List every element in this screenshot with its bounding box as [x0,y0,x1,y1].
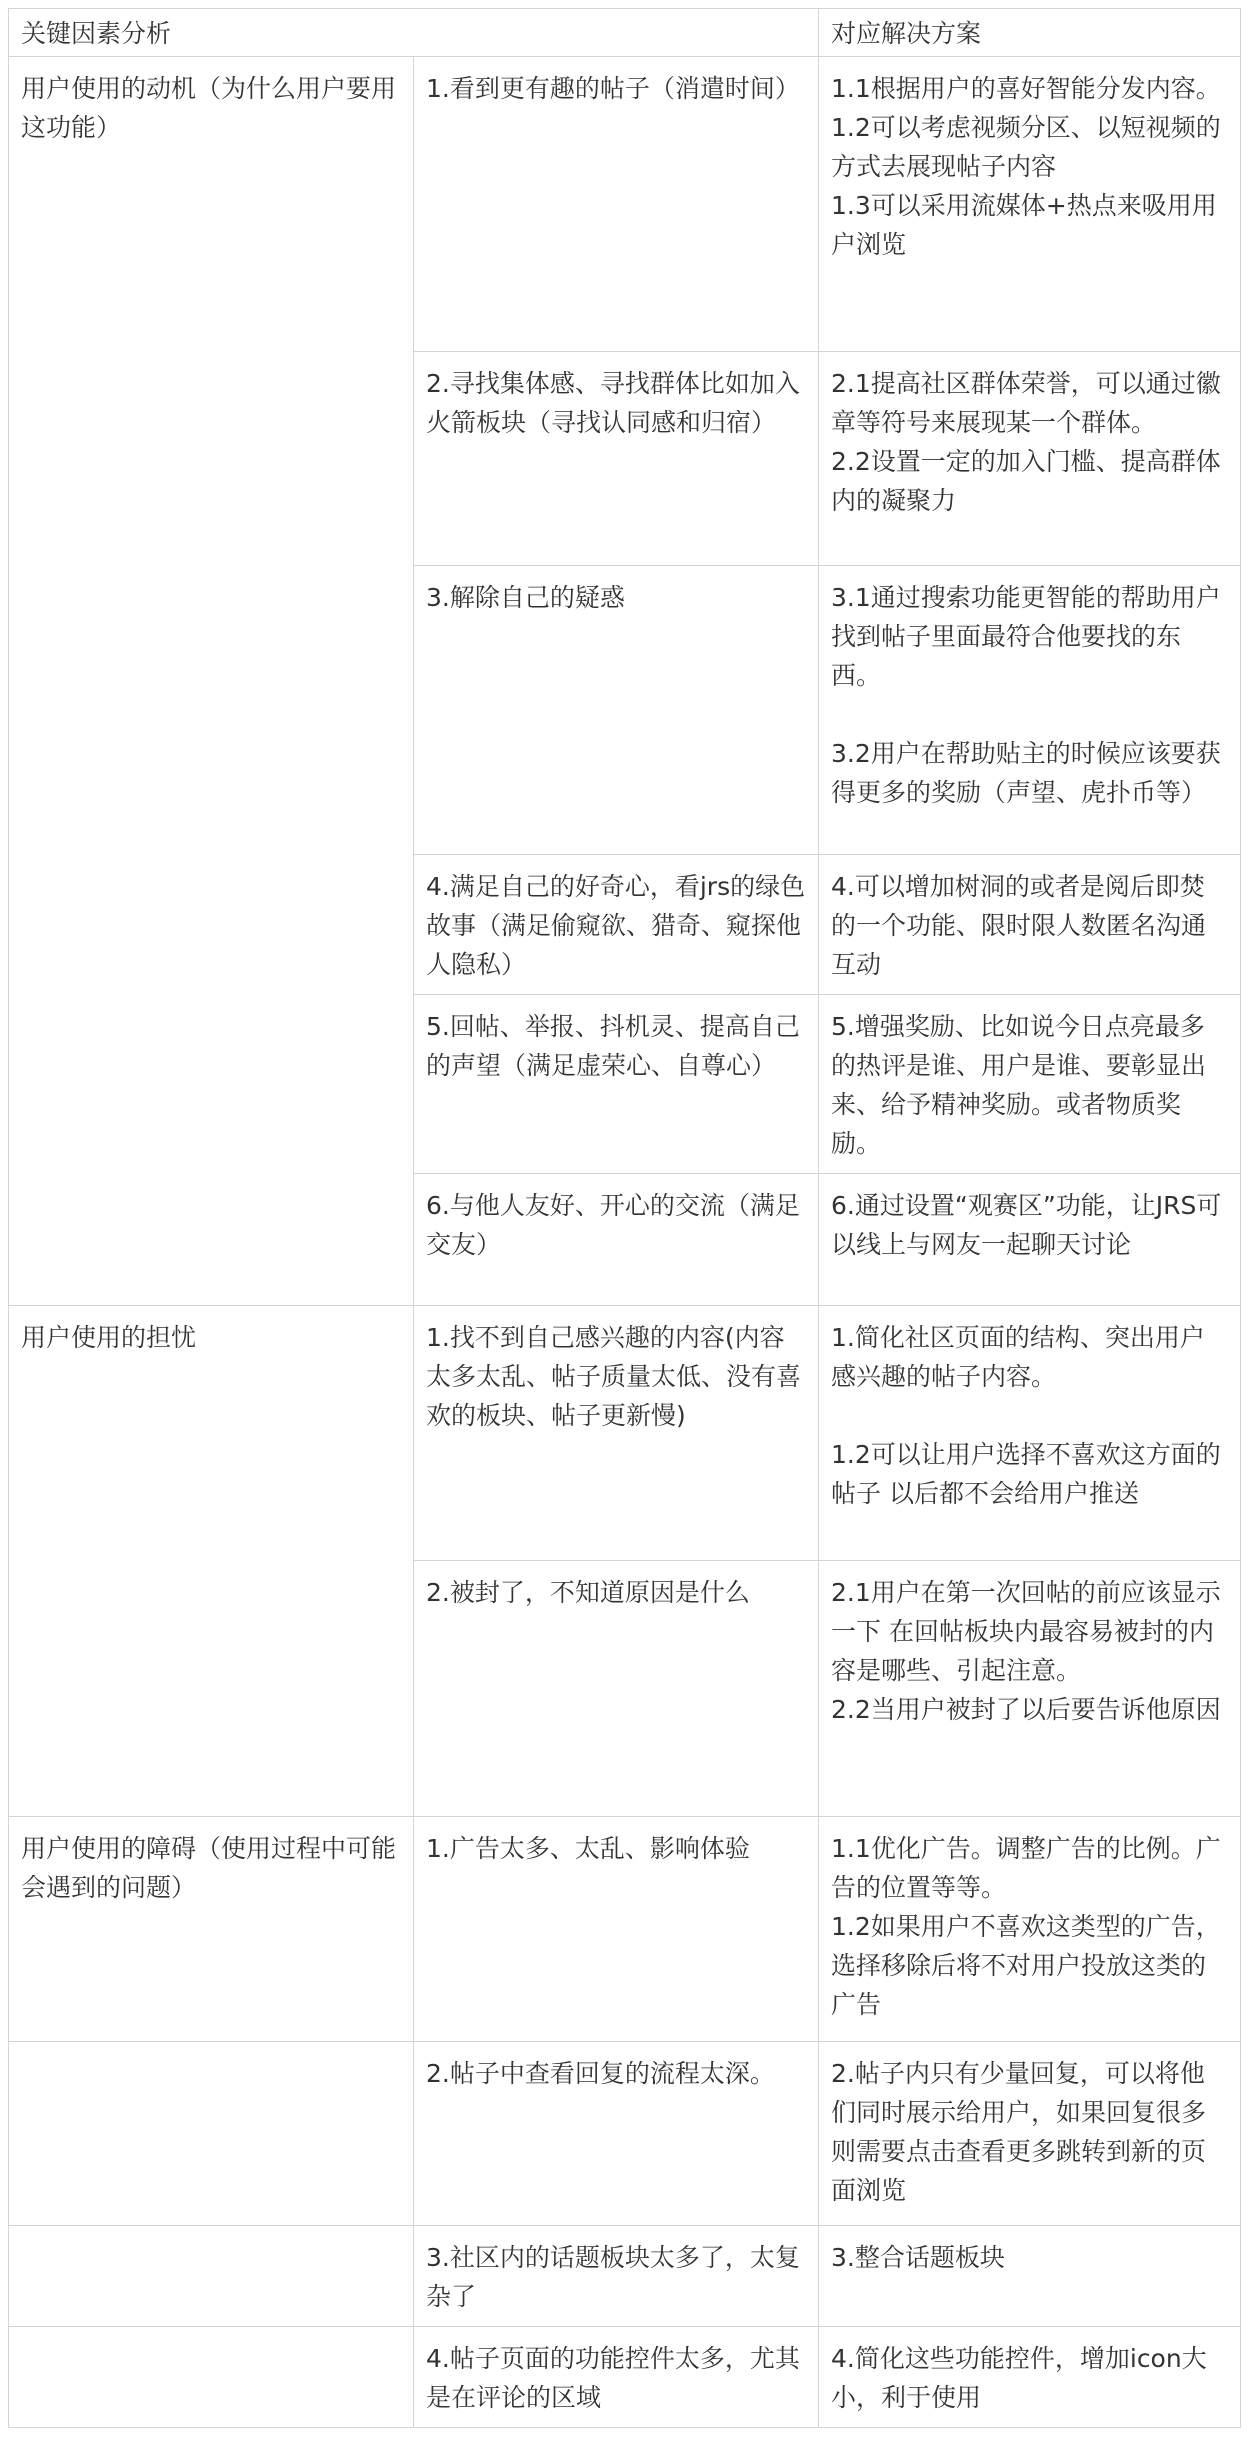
table-body [9,9,1241,2428]
factor-cell: 2.帖子中查看回复的流程太深。 [414,2042,819,2226]
category-cell: 用户使用的障碍（使用过程中可能会遇到的问题） [9,1817,414,2042]
solution-cell: 5.增强奖励、比如说今日点亮最多的热评是谁、用户是谁、要彰显出来、给予精神奖励。或者物质奖励。 [819,995,1241,1174]
header-factor: 关键因素分析 [9,9,819,57]
category-cell [9,2042,414,2226]
factor-cell: 1.广告太多、太乱、影响体验 [414,1817,819,2042]
factor-cell: 3.解除自己的疑惑 [414,566,819,855]
solution-cell: 6.通过设置“观赛区”功能，让JRS可以线上与网友一起聊天讨论 [819,1174,1241,1306]
solution-cell: 3.整合话题板块 [819,2226,1241,2327]
solution-cell: 4.简化这些功能控件，增加icon大小，利于使用 [819,2327,1241,2428]
factor-cell: 1.找不到自己感兴趣的内容(内容太多太乱、帖子质量太低、没有喜欢的板块、帖子更新慢) [414,1306,819,1561]
category-cell: 用户使用的担忧 [9,1306,414,1817]
table-row [9,57,1241,352]
factor-cell: 4.满足自己的好奇心，看jrs的绿色故事（满足偷窥欲、猎奇、窥探他人隐私） [414,855,819,995]
solution-cell: 1.1优化广告。调整广告的比例。广告的位置等等。 1.2如果用户不喜欢这类型的广告，选择移除后将不对用户投放这类的广告 [819,1817,1241,2042]
table-row [9,2042,1241,2226]
factor-cell: 4.帖子页面的功能控件太多，尤其是在评论的区域 [414,2327,819,2428]
solution-cell: 2.1用户在第一次回帖的前应该显示一下 在回帖板块内最容易被封的内容是哪些、引起注意。 2.2当用户被封了以后要告诉他原因 [819,1561,1241,1817]
solution-cell: 3.1通过搜索功能更智能的帮助用户找到帖子里面最符合他要找的东西。 3.2用户在帮助贴主的时候应该要获得更多的奖励（声望、虎扑币等） [819,566,1241,855]
header-row [9,9,1241,57]
header-solution: 对应解决方案 [819,9,1241,57]
solution-cell: 2.帖子内只有少量回复，可以将他们同时展示给用户，如果回复很多则需要点击查看更多跳转到新的页面浏览 [819,2042,1241,2226]
factor-cell: 2.寻找集体感、寻找群体比如加入火箭板块（寻找认同感和归宿） [414,352,819,566]
solution-cell: 4.可以增加树洞的或者是阅后即焚的一个功能、限时限人数匿名沟通互动 [819,855,1241,995]
factor-cell: 3.社区内的话题板块太多了，太复杂了 [414,2226,819,2327]
factor-cell: 2.被封了，不知道原因是什么 [414,1561,819,1817]
category-cell [9,2226,414,2327]
table-row [9,1306,1241,1561]
solution-cell: 2.1提高社区群体荣誉，可以通过徽章等符号来展现某一个群体。 2.2设置一定的加入门槛、提高群体内的凝聚力 [819,352,1241,566]
solution-cell: 1.简化社区页面的结构、突出用户感兴趣的帖子内容。 1.2可以让用户选择不喜欢这方面的帖子 以后都不会给用户推送 [819,1306,1241,1561]
factor-cell: 1.看到更有趣的帖子（消遣时间） [414,57,819,352]
category-cell [9,2327,414,2428]
solution-cell: 1.1根据用户的喜好智能分发内容。 1.2可以考虑视频分区、以短视频的方式去展现帖子内容 1.3可以采用流媒体+热点来吸用用户浏览 [819,57,1241,352]
factor-cell: 6.与他人友好、开心的交流（满足交友） [414,1174,819,1306]
table-row [9,2327,1241,2428]
table-row [9,2226,1241,2327]
factor-cell: 5.回帖、举报、抖机灵、提高自己的声望（满足虚荣心、自尊心） [414,995,819,1174]
category-cell: 用户使用的动机（为什么用户要用这功能） [9,57,414,1306]
analysis-table [8,8,1241,2428]
table-row [9,1817,1241,2042]
